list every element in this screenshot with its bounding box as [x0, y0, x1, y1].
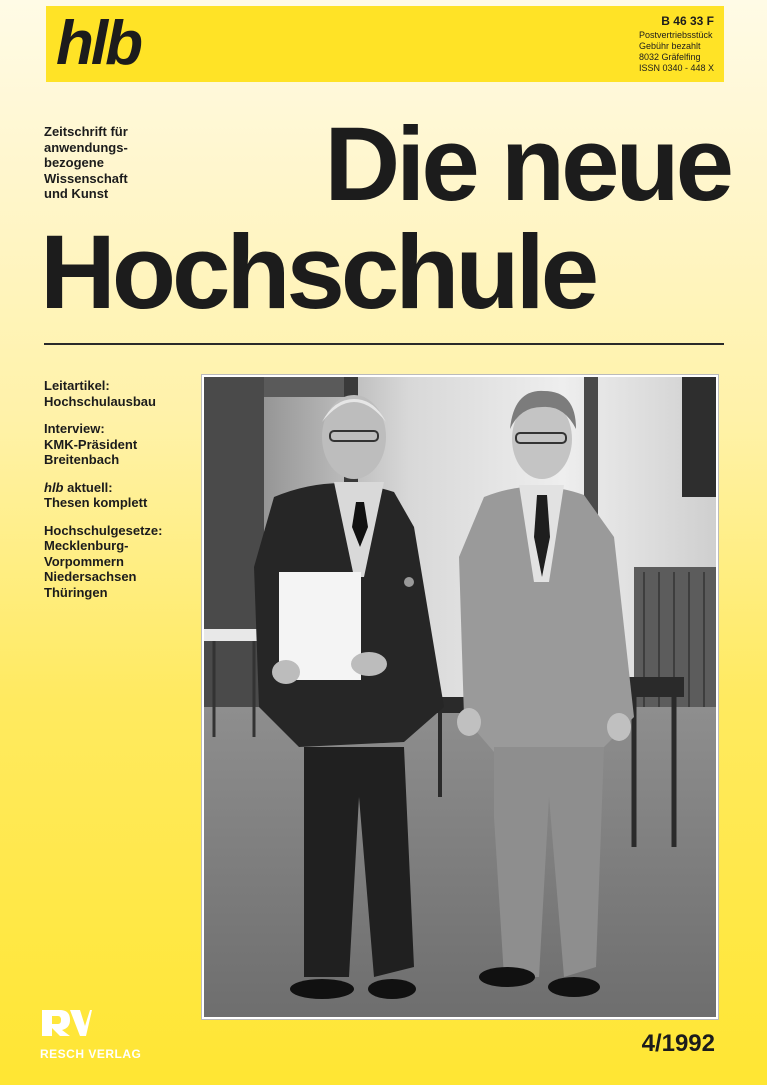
postal-line: ISSN 0340 - 448 X [638, 63, 714, 73]
toc-item [44, 480, 204, 511]
toc-item [44, 523, 204, 601]
toc-line: Thesen komplett [44, 495, 148, 510]
cover-photo-illustration [204, 377, 716, 1017]
toc-line: Thüringen [44, 584, 108, 600]
toc-line: Niedersachsen [44, 569, 137, 584]
subtitle-line: und Kunst [44, 186, 109, 201]
top-band [46, 6, 724, 82]
postal-code: B 46 33 F [661, 14, 714, 28]
resch-verlag-logo-icon [40, 1008, 92, 1038]
publisher-logo [40, 1008, 141, 1061]
postal-line: 8032 Gräfelfing [638, 52, 701, 62]
toc-line: Vorpommern [44, 553, 124, 569]
subtitle-line: anwendungs- [44, 139, 128, 155]
hlb-logo: hlb [56, 9, 140, 78]
toc-line: Mecklenburg- [44, 538, 129, 553]
toc-heading: Hochschulgesetze: [44, 522, 163, 538]
publisher-name: RESCH VERLAG [40, 1047, 142, 1061]
table-of-contents [44, 378, 204, 612]
issue-number: 4/1992 [641, 1030, 715, 1057]
subtitle-line: Wissenschaft [44, 170, 128, 186]
toc-item [44, 378, 204, 409]
toc-heading: Leitartikel: [44, 378, 110, 393]
subtitle-line: Zeitschrift für [44, 124, 128, 139]
toc-item [44, 421, 204, 468]
toc-line: Hochschulausbau [44, 393, 156, 409]
toc-heading: hlb aktuell: [44, 479, 113, 495]
toc-line: Breitenbach [44, 452, 120, 467]
toc-line: KMK-Präsident [44, 436, 138, 452]
divider [44, 343, 724, 345]
masthead-line-2: Hochschule [40, 214, 596, 331]
toc-heading: Interview: [44, 421, 105, 436]
postal-info [639, 14, 714, 74]
subtitle-line: bezogene [44, 155, 104, 170]
cover-photo [202, 375, 718, 1019]
postal-line: Gebühr bezahlt [638, 41, 701, 51]
magazine-subtitle [44, 124, 214, 202]
postal-line: Postvertriebsstück [638, 30, 713, 40]
masthead-line-1: Die neue [324, 106, 730, 223]
